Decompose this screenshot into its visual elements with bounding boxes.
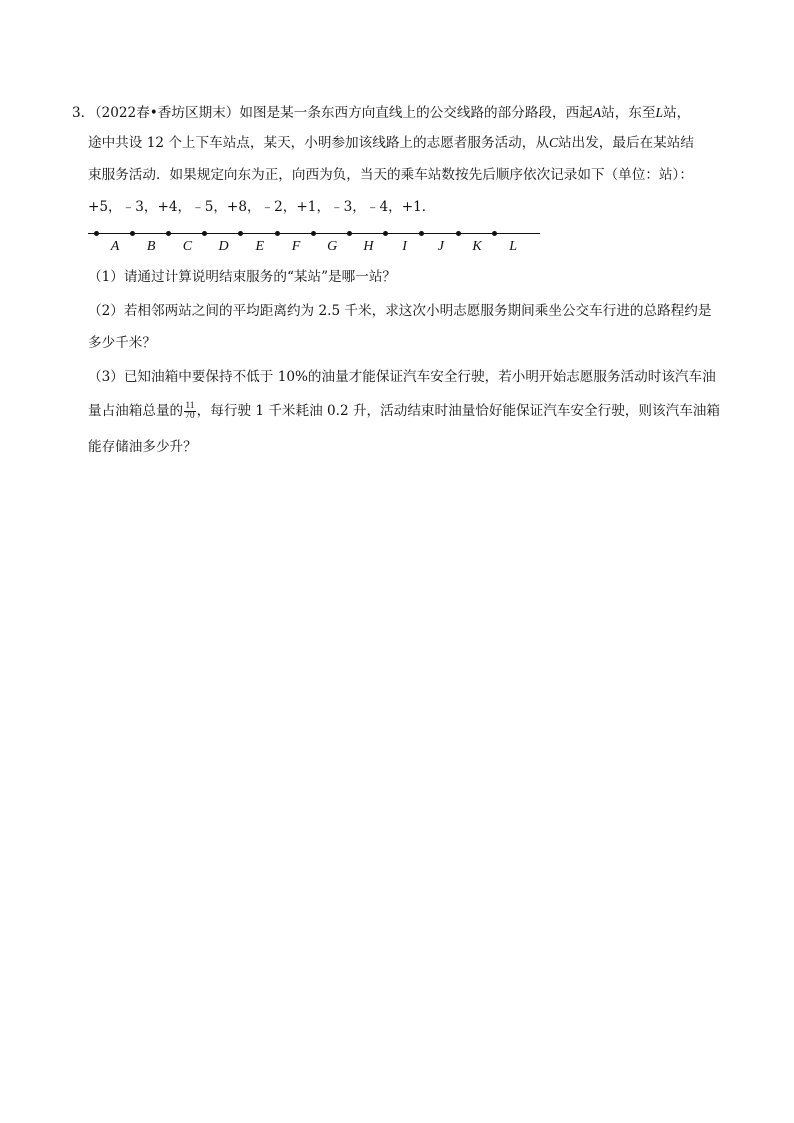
station-dot-b	[130, 231, 135, 236]
station-l-ref: L	[655, 105, 664, 120]
sub-question-3-text-cont: ，每行驶 1 千米耗油 0.2 升，活动结束时油量恰好能保证汽车安全行驶，则该汽车油箱	[196, 403, 720, 419]
fraction-11-70	[184, 402, 196, 421]
question-text: （2022春•香坊区期末）如图是某一条东西方向直线上的公交线路的部分路段，西起	[88, 105, 593, 121]
station-label-e: E	[255, 239, 265, 254]
sub-question-3-line-1: （3）已知油箱中要保持不低于 10%的油量才能保证汽车安全行驶，若小明开始志愿服务活动时该汽车油	[88, 369, 716, 385]
station-label-f: F	[291, 239, 301, 254]
station-label-g: G	[327, 239, 338, 254]
station-dot-h	[347, 231, 352, 236]
station-label-a: A	[110, 239, 120, 254]
station-label-j: J	[437, 239, 444, 254]
station-dot-d	[202, 231, 207, 236]
question-text-cont: 站，东至	[601, 105, 656, 121]
sub-question-2-line-2: 多少千米？	[88, 335, 156, 351]
station-label-c: C	[182, 239, 193, 254]
sub-question-3-text: 量占油箱总量的	[88, 403, 184, 419]
station-number-line	[88, 222, 548, 262]
sub-question-2-line-1: （2）若相邻两站之间的平均距离约为 2.5 千米，求这次小明志愿服务期间乘坐公交车行进的总路程约是	[88, 303, 712, 319]
sub-question-3-line-3: 能存储油多少升？	[88, 439, 197, 455]
ride-record: +5，﹣3，+4，﹣5，+8，﹣2，+1，﹣3，﹣4，+1．	[88, 199, 436, 215]
question-3-line-3: 束服务活动．如果规定向东为正，向西为负，当天的乘车站数按先后顺序依次记录如下（单位：站）：	[88, 167, 693, 183]
station-dot-f	[275, 231, 280, 236]
fraction-numerator: 11	[185, 401, 195, 411]
station-dot-l	[492, 231, 497, 236]
sub-question-3-line-2	[88, 402, 720, 421]
station-dot-g	[311, 231, 316, 236]
question-3-line-2	[88, 134, 694, 152]
fraction-denominator: 70	[185, 411, 195, 421]
station-label-i: I	[402, 239, 407, 254]
station-dot-j	[419, 231, 424, 236]
station-dot-k	[456, 231, 461, 236]
station-label-k: K	[472, 239, 482, 254]
question-text-end: 站，	[663, 105, 691, 121]
station-dot-i	[383, 231, 388, 236]
station-dot-c	[166, 231, 171, 236]
question-text: 途中共设 12 个上下车站点，某天，小明参加该线路上的志愿者服务活动，从	[88, 135, 549, 151]
station-label-h: H	[363, 239, 374, 254]
station-dot-a	[94, 231, 99, 236]
station-a-ref: A	[592, 105, 602, 120]
question-text-cont: 站出发，最后在某站结	[558, 135, 694, 151]
station-c-ref: C	[548, 135, 559, 150]
station-label-b: B	[146, 239, 156, 254]
station-dot-e	[238, 231, 243, 236]
question-number: 3．	[72, 105, 95, 121]
station-label-l: L	[509, 239, 518, 254]
station-label-d: D	[218, 239, 229, 254]
sub-question-1: （1）请通过计算说明结束服务的“某站”是哪一站？	[88, 269, 397, 285]
